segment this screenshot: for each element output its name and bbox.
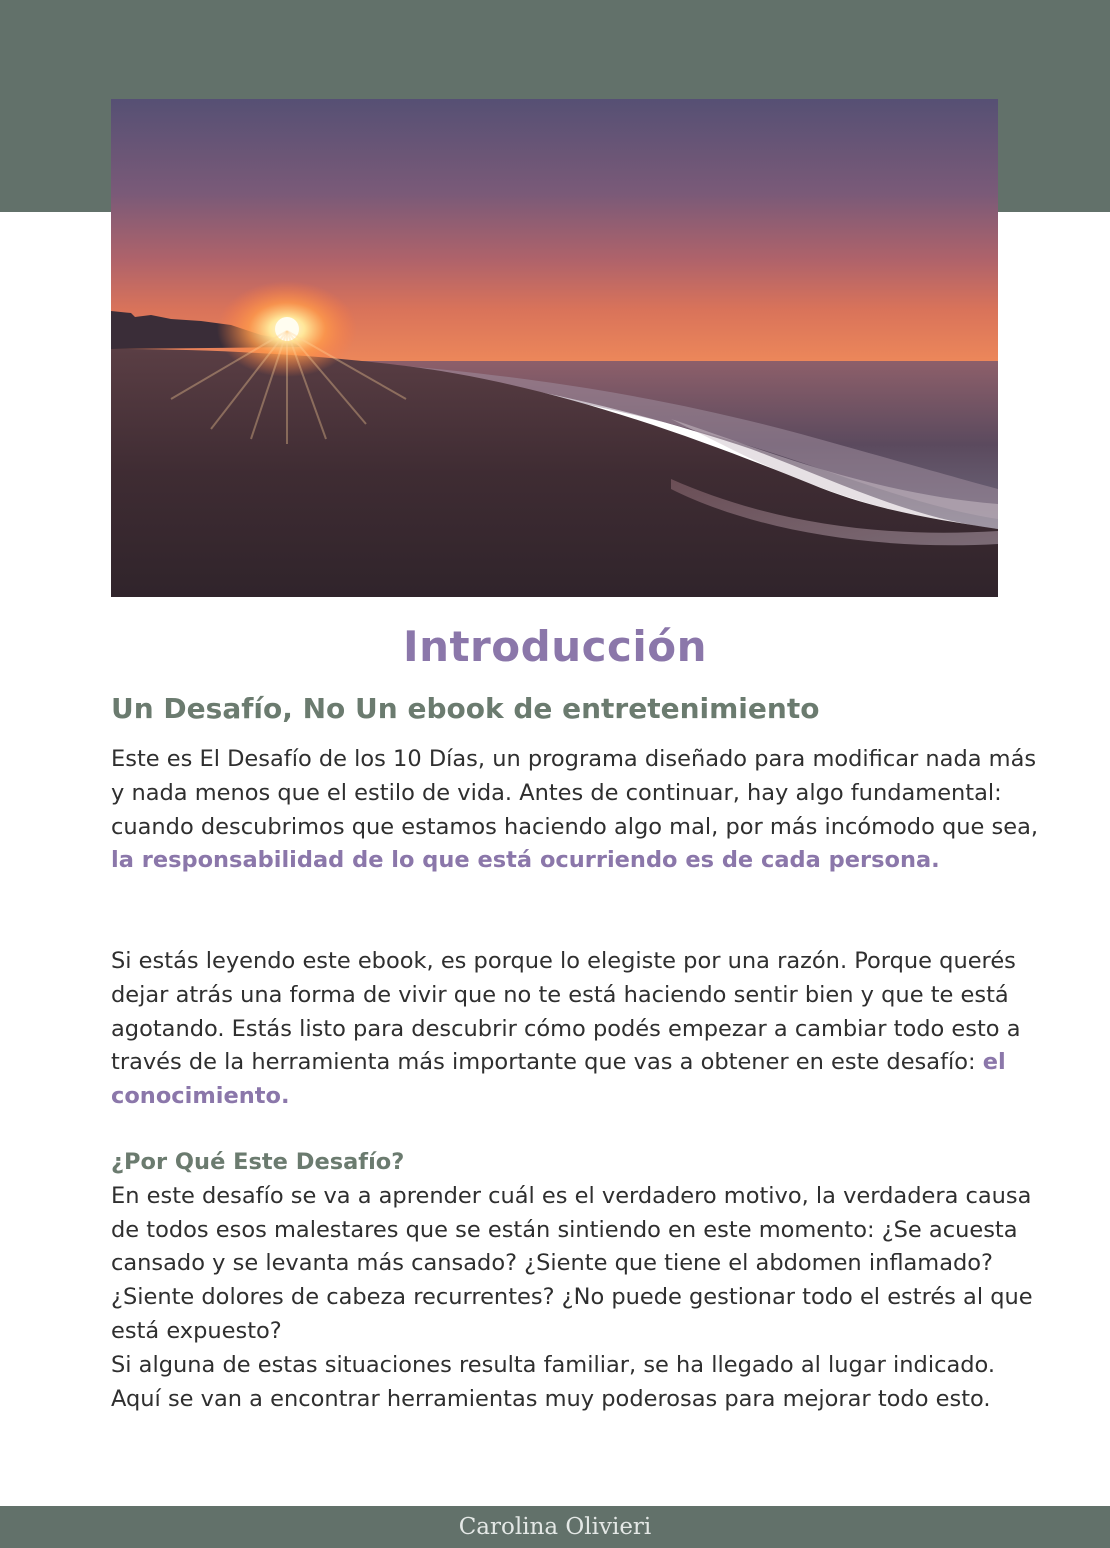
reason-paragraph: [111, 945, 1041, 1114]
why-section-closing: Si alguna de estas situaciones resulta familiar, se ha llegado al lugar indicado. Aquí se van a encontrar herramientas muy poderosas para mejorar todo esto.: [111, 1351, 996, 1412]
page-subtitle: Un Desafío, No Un ebook de entretenimiento: [111, 692, 820, 725]
reason-paragraph-emphasis: el conocimiento.: [111, 1049, 1006, 1110]
footer-band: [0, 1506, 1110, 1548]
sunset-beach-photo: [111, 99, 998, 597]
why-section-heading: ¿Por Qué Este Desafío?: [111, 1149, 405, 1175]
intro-paragraph: [111, 743, 1041, 878]
reason-paragraph-text: Si estás leyendo este ebook, es porque lo elegiste por una razón. Porque querés dejar atrás una forma de vivir que no te está haciendo sentir bien y que te está agotando. Estás listo para descubrir cómo podés empezar a cambiar todo esto a través de la herramienta más importante que vas a obtener en este desafío:: [111, 948, 1021, 1076]
intro-paragraph-emphasis: la responsabilidad de lo que está ocurriendo es de cada persona.: [111, 847, 940, 874]
hero-image: [111, 99, 998, 597]
page-title: Introducción: [402, 622, 708, 671]
intro-paragraph-text: Este es El Desafío de los 10 Días, un programa diseñado para modificar nada más y nada menos que el estilo de vida. Antes de continuar, hay algo fundamental: cuando descubrimos que estamos haciendo algo mal, por más incómodo que sea,: [111, 746, 1039, 840]
why-section: [111, 1146, 1041, 1416]
footer-author: Carolina Olivieri: [458, 1514, 652, 1540]
why-section-text: En este desafío se va a aprender cuál es el verdadero motivo, la verdadera causa de todos esos malestares que se están sintiendo en este momento: ¿Se acuesta cansado y se levanta más cansado? ¿Siente que tiene el abdomen inflamado? ¿Siente dolores de cabeza recurrentes? ¿No puede gestionar todo el estrés al que está expuesto?: [111, 1182, 1033, 1344]
